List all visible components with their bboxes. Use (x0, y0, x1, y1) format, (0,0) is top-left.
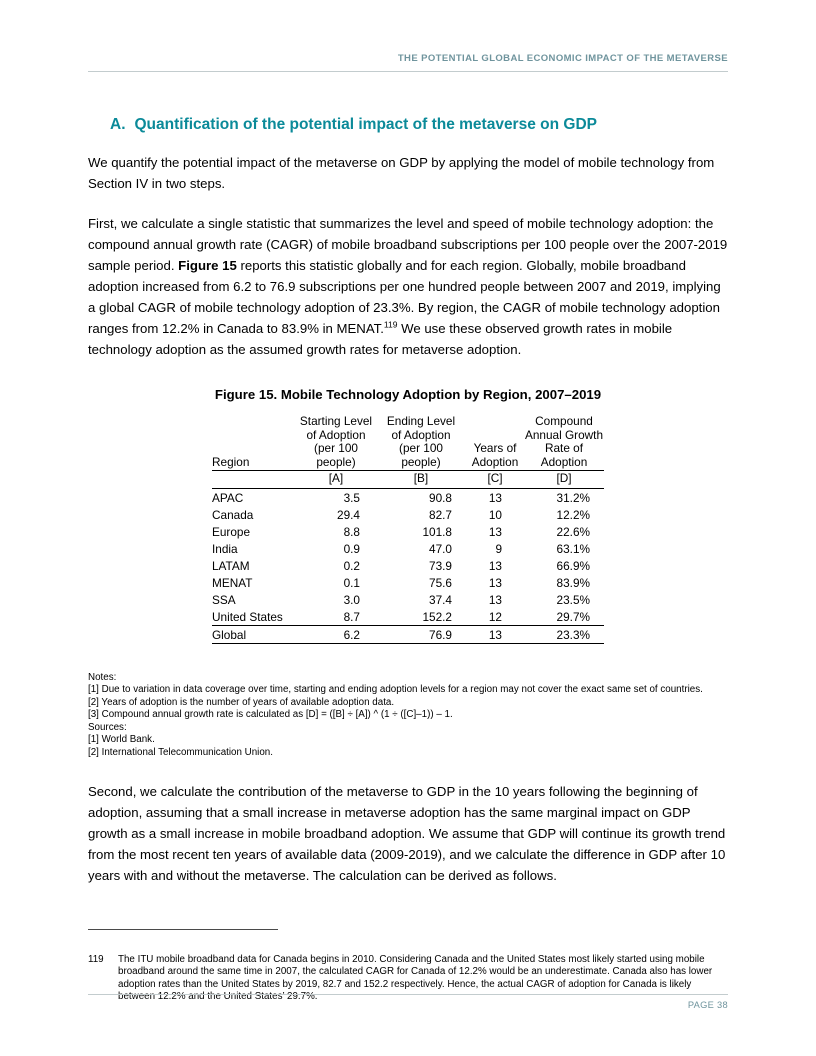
bracket-empty (212, 471, 296, 489)
starting-level-cell: 3.0 (343, 592, 360, 607)
header-line: (per 100 (399, 441, 443, 455)
footnote-separator-rule (88, 929, 278, 930)
paragraph-1: We quantify the potential impact of the metaverse on GDP by applying the model of mobile technology from Section IV in two steps. (88, 155, 715, 191)
figure-title: Figure 15. Mobile Technology Adoption by Region, 2007–2019 (214, 387, 602, 402)
page-footer (88, 994, 728, 1010)
cagr-cell: 12.2% (556, 507, 590, 522)
note-2: [2] Years of adoption is the number of years of available adoption data. (88, 696, 395, 708)
table-row-global (212, 625, 604, 643)
ending-level-cell: 152.2 (422, 609, 452, 624)
table-body (212, 488, 604, 643)
ending-level-cell: 101.8 (422, 524, 452, 539)
table-row-menat (212, 574, 604, 591)
ending-level-cell: 76.9 (376, 625, 466, 643)
section-title: Quantification of the potential impact of the metaverse on GDP (134, 116, 597, 133)
page-number: PAGE 38 (687, 1000, 728, 1010)
page-content (88, 116, 728, 1003)
section-number: A. (110, 116, 126, 133)
region-cell: APAC (212, 490, 244, 505)
starting-level-cell: 0.9 (343, 541, 360, 556)
table-row-europe (212, 523, 604, 540)
table-bracket-row (212, 471, 604, 489)
header-line: of Adoption (306, 427, 366, 442)
starting-level-cell: 29.4 (337, 507, 360, 522)
header-line: Ending Level (386, 414, 456, 428)
header-line: people) (316, 454, 356, 469)
source-1: [1] World Bank. (88, 734, 155, 745)
region-cell: LATAM (212, 558, 250, 573)
header-line: of Adoption (391, 427, 451, 442)
running-header-title: THE POTENTIAL GLOBAL ECONOMIC IMPACT OF THE METAVERSE (397, 53, 728, 64)
table-head (212, 415, 604, 488)
header-line: Starting Level (299, 414, 373, 428)
notes-label: Notes: (88, 671, 117, 683)
paragraph-2-text-1: First, we calculate a single statistic that summarizes the level and speed of mobile technology adoption: the compound annual growth rate (CAGR) of mobile broadband subscriptions per 100 people over the 2007-2019 sample period. (88, 216, 728, 273)
ending-level-cell: 75.6 (429, 575, 452, 590)
source-2: [2] International Telecommunication Union. (88, 746, 273, 758)
years-cell: 13 (488, 592, 502, 607)
region-cell: SSA (212, 592, 236, 607)
years-cell: 13 (488, 558, 502, 573)
table-notes (88, 672, 728, 760)
header-line: Annual Growth (524, 427, 604, 442)
years-cell: 13 (488, 575, 502, 590)
paragraph-2-text-3: We use these observed growth rates in mobile technology adoption as the assumed growth rates for metaverse adoption. (88, 321, 673, 357)
region-cell: MENAT (212, 575, 253, 590)
table-header-row (212, 415, 604, 471)
note-1: [1] Due to variation in data coverage over time, starting and ending adoption levels for a region may not cover the exact same set of countries. (88, 684, 703, 695)
figure-15-reference: Figure 15 (178, 258, 237, 273)
section-heading (110, 116, 728, 134)
bracket-d: [D] (524, 471, 604, 489)
starting-level-cell: 0.1 (343, 575, 360, 590)
footnote-text: The ITU mobile broadband data for Canada begins in 2010. Considering Canada and the United States most likely started using mobile broadband around the same time in 2007, the calculated CAGR for Canada of 12.2% would be an underestimate. Canada also has lower adoption rates than the United States by 2019, 82.7 and 152.2 respectively. Hence, the actual CAGR of adoption for Canada is likely between 12.2% and the United States’ 29.7%. (118, 954, 713, 1002)
sources-label: Sources: (88, 721, 127, 733)
note-3: [3] Compound annual growth rate is calculated as [D] = ([B] ÷ [A]) ^ (1 ÷ ([C]–1)) – 1. (88, 709, 453, 720)
paragraph-2-text-2: reports this statistic globally and for each region. Globally, mobile broadband adoption increased from 6.2 to 76.9 subscriptions per one hundred people between 2007 and 2019, implying a global CAGR of mobile technology adoption of 23.3%. By region, the CAGR of mobile technology adoption ranges from 12.2% in Canada to 83.9% in MENAT. (88, 258, 721, 336)
ending-level-cell: 90.8 (429, 490, 452, 505)
header-ending-level (376, 415, 466, 471)
region-cell: India (212, 541, 238, 556)
starting-level-cell: 3.5 (343, 490, 360, 505)
ending-level-cell: 47.0 (429, 541, 452, 556)
header-line: Adoption (471, 454, 519, 469)
cagr-cell: 23.3% (524, 625, 604, 643)
header-cagr (524, 415, 604, 471)
starting-level-cell: 0.2 (343, 558, 360, 573)
header-line: (per 100 (314, 441, 358, 455)
cagr-cell: 29.7% (556, 609, 590, 624)
figure-15-table (212, 415, 604, 644)
region-cell: United States (212, 609, 283, 624)
cagr-cell: 66.9% (556, 558, 590, 573)
region-cell: Global (212, 625, 296, 643)
cagr-cell: 23.5% (556, 592, 590, 607)
years-cell: 10 (488, 507, 502, 522)
footnote-number: 119 (88, 954, 104, 965)
header-line: Compound (535, 414, 593, 428)
footer-rule (88, 994, 728, 995)
cagr-cell: 63.1% (556, 541, 590, 556)
table-row-ssa (212, 591, 604, 608)
years-cell: 12 (488, 609, 502, 624)
ending-level-cell: 82.7 (429, 507, 452, 522)
paragraph-3: Second, we calculate the contribution of the metaverse to GDP in the 10 years following the beginning of adoption, assuming that a small increase in metaverse adoption has the same marginal impact on GDP growth as a small increase in mobile broadband adoption. We assume that GDP will continue its growth trend from the most recent ten years of available data (2009-2019), and we calculate the difference in GDP after 10 years with and without the metaverse. The calculation can be derived as follows. (88, 784, 726, 883)
header-line: Adoption (540, 454, 588, 469)
paragraph-2 (88, 213, 728, 360)
starting-level-cell: 8.7 (343, 609, 360, 624)
cagr-cell: 83.9% (556, 575, 590, 590)
header-line: Years of (473, 441, 517, 455)
years-cell: 9 (495, 541, 502, 556)
header-region: Region (212, 415, 296, 471)
footnote-reference-119: 119 (383, 319, 398, 330)
header-line: people) (401, 454, 441, 469)
region-cell: Europe (212, 524, 251, 539)
starting-level-cell: 6.2 (296, 625, 376, 643)
bracket-b: [B] (376, 471, 466, 489)
cagr-cell: 31.2% (556, 490, 590, 505)
years-cell: 13 (488, 524, 502, 539)
ending-level-cell: 37.4 (429, 592, 452, 607)
region-cell: Canada (212, 507, 254, 522)
starting-level-cell: 8.8 (343, 524, 360, 539)
table-row-united-states (212, 608, 604, 626)
cagr-cell: 22.6% (556, 524, 590, 539)
years-cell: 13 (466, 625, 524, 643)
header-years-of-adoption (466, 415, 524, 471)
bracket-a: [A] (296, 471, 376, 489)
header-starting-level (296, 415, 376, 471)
years-cell: 13 (488, 490, 502, 505)
running-header (88, 0, 728, 72)
bracket-c: [C] (466, 471, 524, 489)
ending-level-cell: 73.9 (429, 558, 452, 573)
table-row-latam (212, 557, 604, 574)
header-line: Rate of (544, 441, 584, 455)
table-row-india (212, 540, 604, 557)
table-row-apac (212, 488, 604, 506)
table-row-canada (212, 506, 604, 523)
